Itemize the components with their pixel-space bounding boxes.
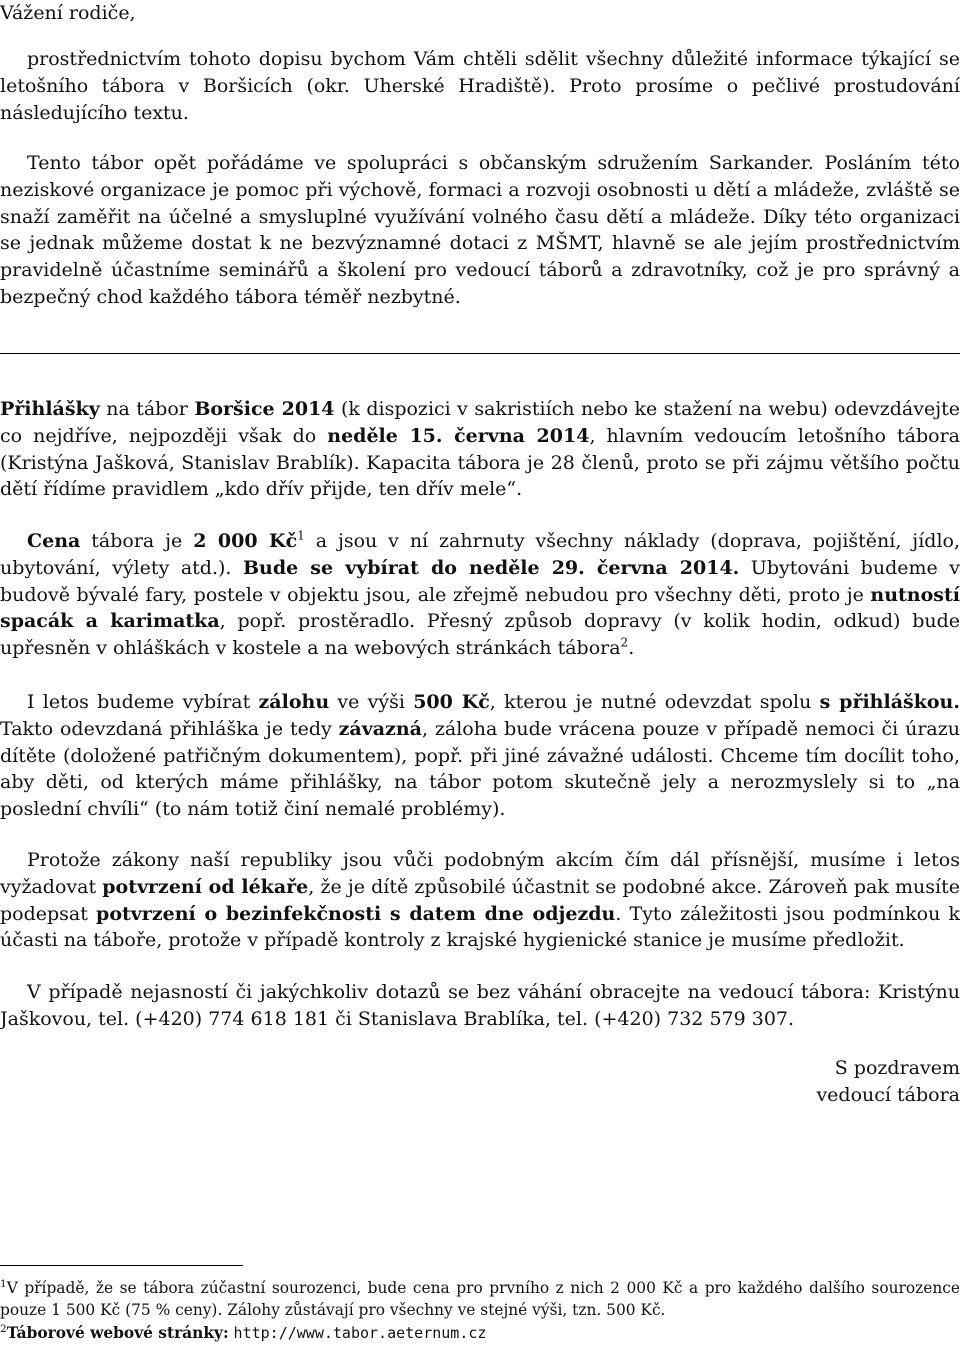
footnote-1 xyxy=(0,1278,960,1321)
paragraph-contacts: V případě nejasností či jakýchkoliv dotazů se bez váhání obracejte na vedoucí tábora: Kristýnu Jaškovou, tel. (+420) 774 618 181 či Stanislava Brablíka, tel. (+420) 732 579 307. xyxy=(0,981,960,1030)
paragraph-organization: Tento tábor opět pořádáme ve spolupráci s občanským sdružením Sarkander. Posláním této neziskové organizace je pomoc při výchově, formaci a rozvoji osobnosti u dětí a mládeže, zvláště se snaží zaměřit na účelné a smysluplné využívání volného času dětí a mládeže. Díky této organizaci se jednak můžeme dostat k ne bezvýznamné dotaci z MŠMT, hlavně se ale jejím prostřednictvím pravidelně účastníme seminářů a školení pro vedoucí táborů a zdravotníky, což je pro správný a bezpečný chod každého tábora téměř nezbytné. xyxy=(0,152,960,308)
website-link[interactable]: http://www.tabor.aeternum.cz xyxy=(233,1324,487,1342)
footnote-1-text: V případě, že se tábora zúčastní sourozenci, bude cena pro prvního z nich 2 000 Kč a pro každého dalšího sourozence pouze 1 500 Kč (75 % ceny). Zálohy zůstávají pro všechny ve stejné výši, tzn. 500 Kč. xyxy=(0,1279,960,1319)
bold-sleeping-bag: nutností spacák a karimatka xyxy=(0,583,960,633)
bold-infection-confirmation: potvrzení o bezinfekčnosti s datem dne odjezdu xyxy=(96,902,616,925)
bold-borsice: Boršice 2014 xyxy=(194,398,335,420)
bold-price: 2 000 Kč xyxy=(193,530,298,552)
signature-block xyxy=(816,1055,960,1109)
closing-line: S pozdravem xyxy=(834,1057,960,1079)
bold-zaloha: zálohu xyxy=(258,691,330,713)
bold-with-application: s přihláškou. xyxy=(819,691,960,713)
footnote-number-1: 1 xyxy=(0,1277,7,1290)
closing-signature: vedoucí tábora xyxy=(816,1083,960,1106)
bold-payment-deadline: Bude se vybírat do neděle 29. června 2014. xyxy=(242,556,740,579)
paragraph-applications: Přihlášky na tábor Boršice 2014 (k dispozici v sakristiích nebo ke stažení na webu) odevzdávejte co nejdříve, nejpozději však do neděle 15. června 2014, hlavním vedoucím letošního tábora (Kristýna Jašková, Stanislav Brablík). Kapacita tábora je 28 členů, proto se při zájmu většího počtu dětí řídíme pravidlem „kdo dřív přijde, ten dřív mele“. xyxy=(0,398,960,501)
bold-doctor-confirmation: potvrzení od lékaře xyxy=(102,875,309,898)
paragraph-health: Protože zákony naší republiky jsou vůči podobným akcím čím dál přísnější, musíme i letos vyžadovat potvrzení od lékaře, že je dítě způsobilé účastnit se podobné akce. Zároveň pak musíte podepsat potvrzení o bezinfekčnosti s datem dne odjezdu. Tyto záležitosti jsou podmínkou k účasti na táboře, protože v případě kontroly z krajské hygienické stanice je musíme předložit. xyxy=(0,849,960,952)
footnote-ref-2[interactable]: 2 xyxy=(620,635,629,650)
horizontal-divider xyxy=(0,353,960,354)
footnote-divider xyxy=(0,1265,243,1266)
footnote-2-label: Táborové webové stránky: xyxy=(6,1324,229,1342)
bold-binding: závazná xyxy=(338,717,422,740)
footnote-2 xyxy=(0,1323,960,1345)
footnote-number-2: 2 xyxy=(0,1322,7,1335)
footnote-ref-1[interactable]: 1 xyxy=(297,528,305,543)
bold-deposit-amount: 500 Kč xyxy=(413,691,490,713)
bold-deadline: neděle 15. června 2014 xyxy=(327,424,590,447)
bold-prihlasky: Přihlášky xyxy=(0,398,100,420)
paragraph-deposit: I letos budeme vybírat zálohu ve výši 500 Kč, kterou je nutné odevzdat spolu s přihláškou. Takto odevzdaná přihláška je tedy závazná, záloha bude vrácena pouze v případě nemoci či úrazu dítěte (doložené patřičným dokumentem), popř. při jiné závažné události. Chceme tím docílit toho, aby děti, od kterých máme přihlášky, na tábor potom skutečně jely a nerozmyslely si to „na poslední chvíli“ (to nám totiž činí nemalé problémy). xyxy=(0,691,960,821)
paragraph-intro: prostřednictvím tohoto dopisu bychom Vám chtěli sdělit všechny důležité informace týkající se letošního tábora v Boršicích (okr. Uherské Hradiště). Proto prosíme o pečlivé prostudování následujícího textu. xyxy=(0,48,960,124)
bold-cena: Cena xyxy=(27,530,81,552)
paragraph-price: Cena tábora je 2 000 $Kč^1$ a jsou v ní zahrnuty všechny náklady (doprava, pojištění, jídlo, ubytování, výlety atd.). Bude se vybírat do neděle 29. června 2014. Ubytováni budeme v budově bývalé fary, postele v objektu jsou, ale zřejmě nebudou pro všechny děti, proto je nutností spacák a karimatka, popř. prostěradlo. Přesný způsob dopravy (v kolik hodin, odkud) bude upřesněn v ohláškách v kostele a na webových stránkách tábora$^2$. xyxy=(0,528,960,660)
greeting: Vážení rodiče, xyxy=(0,2,136,24)
